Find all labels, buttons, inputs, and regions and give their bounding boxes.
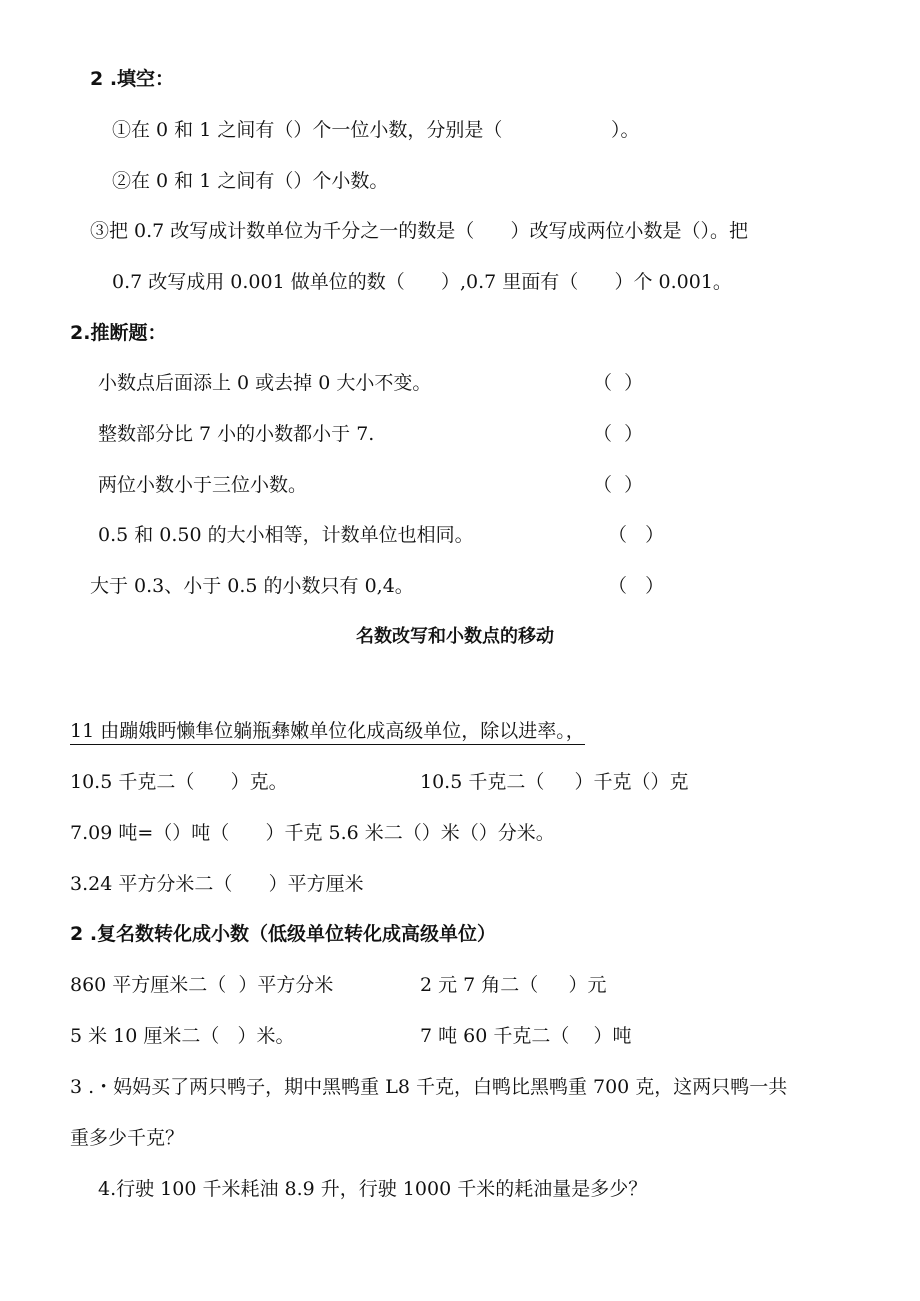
fill-question-3-line-2: 0.7 改写成用 0.001 做单位的数（ ）,0.7 里面有（ ）个 0.001。	[112, 271, 732, 293]
conversion-row-2: 7.09 吨=（）吨（ ）千克 5.6 米二（）米（）分米。	[70, 822, 555, 844]
judge-item-mark: （ ）	[608, 524, 665, 546]
judge-item-mark: （ ）	[593, 474, 644, 496]
judge-item-mark: （ ）	[608, 575, 665, 597]
conversion-rule: 11 由蹦娥眄懒隼位躺瓶彝嫩单位化成高级单位，除以进率。，	[70, 719, 585, 745]
judge-item: 大于 0.3、小于 0.5 的小数只有 0,4。	[90, 575, 414, 597]
judge-item: 两位小数小于三位小数。	[98, 474, 308, 496]
conversion-row-5-left: 5 米 10 厘米二（ ）米。	[70, 1025, 295, 1047]
judge-item-mark: （ ）	[593, 423, 644, 445]
conversion-row-4-right: 2 元 7 角二（ ）元	[420, 974, 607, 996]
word-problem-3-line-2: 重多少千克？	[70, 1127, 185, 1149]
judge-heading: 2.推断题：	[70, 322, 167, 344]
conversion-row-1-right: 10.5 千克二（ ）千克（）克	[420, 771, 689, 793]
judge-item: 整数部分比 7 小的小数都小于 7.	[98, 423, 375, 445]
judge-item: 0.5 和 0.50 的大小相等，计数单位也相同。	[98, 524, 474, 546]
conversion-row-3: 3.24 平方分米二（ ）平方厘米	[70, 873, 364, 895]
fill-question-3-line-1: ③把 0.7 改写成计数单位为千分之一的数是（ ）改写成两位小数是（）。把	[90, 220, 749, 242]
judge-item: 小数点后面添上 0 或去掉 0 大小不变。	[98, 372, 432, 394]
compound-heading: 2 .复名数转化成小数（低级单位转化成高级单位）	[70, 923, 497, 945]
conversion-row-5-right: 7 吨 60 千克二（ ）吨	[420, 1025, 632, 1047]
word-problem-4: 4.行驶 100 千米耗油 8.9 升，行驶 1000 千米的耗油量是多少？	[98, 1178, 648, 1200]
fill-question-2: ②在 0 和 1 之间有（）个小数。	[112, 170, 389, 192]
fill-question-1: ①在 0 和 1 之间有（）个一位小数，分别是（ ）。	[112, 119, 640, 141]
conversion-row-4-left: 860 平方厘米二（ ）平方分米	[70, 974, 334, 996]
judge-item-mark: （ ）	[593, 372, 644, 394]
fill-heading: 2 .填空：	[90, 68, 175, 90]
word-problem-3-line-1: 3 .・妈妈买了两只鸭子，期中黑鸭重 L8 千克，白鸭比黑鸭重 700 克，这两只鸭一共	[70, 1076, 788, 1098]
section-title: 名数改写和小数点的移动	[356, 626, 554, 647]
conversion-row-1-left: 10.5 千克二（ ）克。	[70, 771, 288, 793]
